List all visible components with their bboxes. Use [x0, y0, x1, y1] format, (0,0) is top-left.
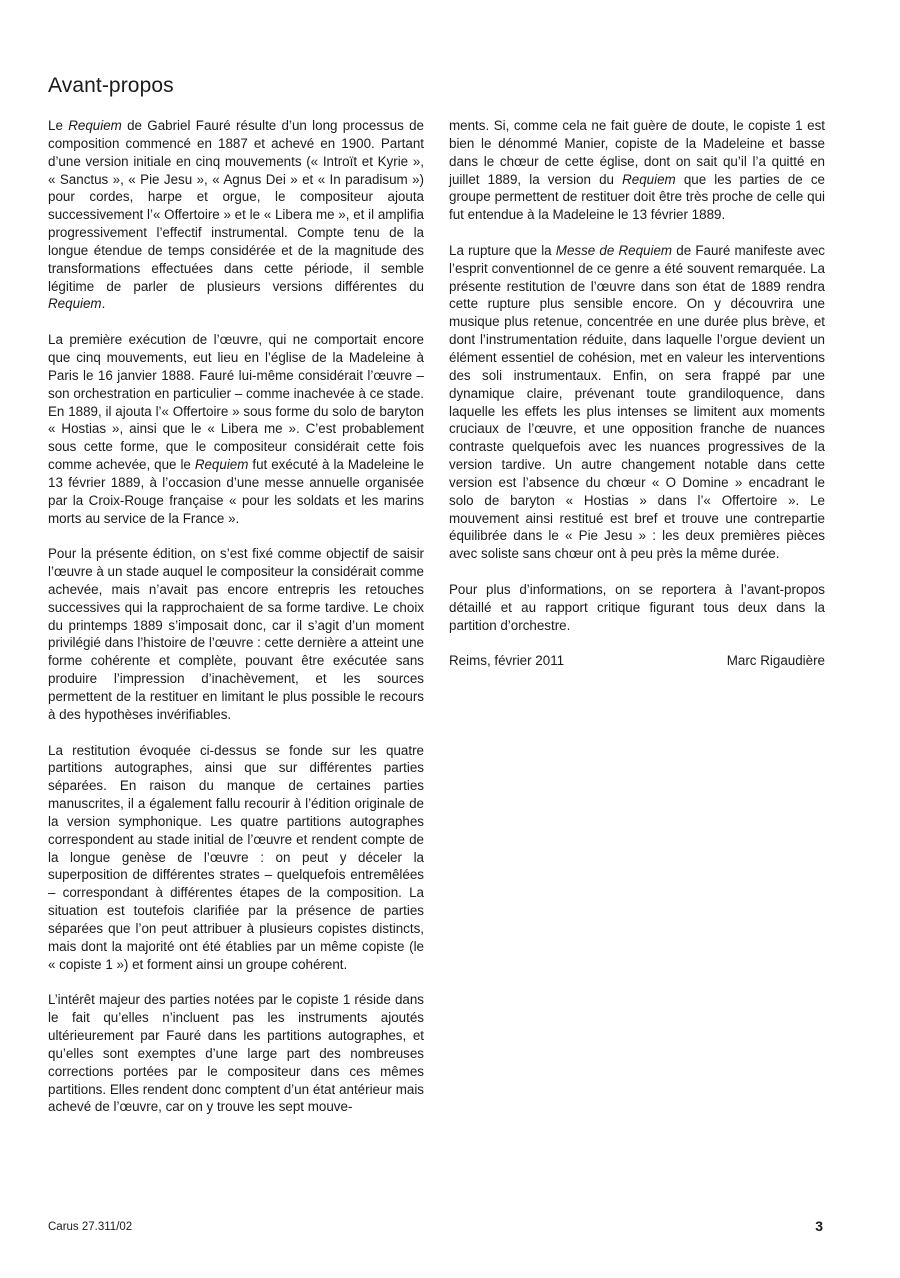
text-run: que les parties de ce groupe permettent de restituer doit être très proche de celle qui fut entendue à la Madeleine le 13 février 1889.	[449, 171, 825, 223]
catalog-number: Carus 27.311/02	[48, 1221, 133, 1233]
paragraph	[48, 117, 424, 313]
paragraph	[48, 331, 424, 527]
signature-line	[449, 652, 825, 670]
text-run: La rupture que la	[449, 242, 556, 258]
work-title: Requiem	[68, 118, 122, 133]
left-column	[48, 117, 424, 1116]
paragraph: La restitution évoquée ci-dessus se fonde sur les quatre partitions autographes, ainsi que sur différentes parties séparées. En raison du manque de certaines parties manuscrites, il a également fallu recourir à l’édition originale de la version symphonique. Les quatre partitions autographes correspondent au stade initial de l’œuvre et rendent compte de la longue genèse de l’œuvre : on peut y déceler la superposition de différentes strates – quelquefois entremêlées – correspondant à différentes étapes de la composition. La situation est toutefois clarifiée par la présence de parties séparées que l’on peut attribuer à plusieurs copistes distincts, mais dont la majorité ont été établies par un même copiste (le « copiste 1 ») et forment ainsi un groupe cohérent.	[48, 742, 424, 972]
text-run: de Gabriel Fauré résulte d’un long processus de composition commencé en 1887 et achevé en 1900. Partant d’une version initiale en cinq mouvements (« Introït et Kyrie », « Sanctus », « Pie Jesu », « Agnus Dei » et « In paradisum ») pour cordes, harpe et orgue, le compositeur ajouta successivement l’« Offertoire » et le « Libera me », et il amplifia progressivement l’effectif instrumental. Compte tenu de la longue étendue de temps considérée et de la magnitude des transformations effectuées dans cette période, il semble légitime de parler de plusieurs versions différentes du	[48, 118, 424, 294]
work-title: Messe de Requiem	[555, 242, 673, 258]
paragraph: Pour la présente édition, on s’est fixé comme objectif de saisir l’œuvre à un stade auquel le compositeur la considérait comme achevée, mais n’avait pas encore entrepris les retouches successives qui la rapprochaient de sa forme tardive. Le choix du printemps 1889 s’imposait donc, car il s’agit d’un moment privilégié dans l’histoire de l’œuvre : cette dernière a atteint une forme cohérente et complète, pouvant être exécutée sans produire l’impression d’inachèvement, et les sources permettent de la restituer en limitant le plus possible le recours à des hypothèses invérifiables.	[48, 546, 424, 722]
page-number: 3	[815, 1218, 823, 1234]
text-run: Le	[48, 118, 69, 133]
paragraph: Pour plus d’informations, on se reportera à l’avant-propos détaillé et au rapport critique figurant tous deux dans la partition d’orchestre.	[449, 581, 825, 633]
place-date: Reims, février 2011	[449, 653, 565, 669]
right-column	[449, 117, 825, 670]
text-run: La première exécution de l’œuvre, qui ne comportait encore que cinq mouvements, eut lieu en l’église de la Madeleine à Paris le 16 janvier 1888. Fauré lui-même considérait l’œuvre – son orchestration en particulier – comme inachevée à ce stade. En 1889, il ajouta l’« Offertoire » sous forme du solo de baryton « Hostias », ainsi que le « Libera me ». C’est probablement sous cette forme, que le compositeur considérait cette fois comme achevée, que le	[48, 332, 424, 473]
paragraph	[449, 117, 825, 224]
paragraph	[449, 242, 825, 563]
work-title: Requiem	[622, 171, 676, 187]
author-name: Marc Rigaudière	[726, 653, 825, 669]
work-title: Requiem	[48, 296, 102, 312]
page-title: Avant-propos	[48, 74, 174, 97]
text-run: de Fauré manifeste avec l’esprit conventionnel de ce genre a été souvent remarquée. La présente restitution de l’œuvre dans son état de 1889 rendra cette rupture plus sensible encore. On y découvrira une musique plus retenue, concentrée en une durée plus brève, et dont l’instrumentation réduite, dans laquelle l’orgue devient un élément essentiel de cohésion, met en valeur les interventions des soli instrumentaux. Enfin, on sera frappé par une dynamique claire, prévenant toute grandiloquence, dans laquelle les effets les plus intenses se limitent aux moments cruciaux de l’œuvre, et une opposition franche de nuances contraste quelquefois avec les nuances progressives de la version tardive. Un autre changement notable dans cette version est l’absence du chœur « O Domine » encadrant le solo de baryton « Hostias » dans l’« Offertoire ». Le mouvement ainsi restitué est bref et trouve une contrepartie équilibrée dans le « Pie Jesu » : les deux premières pièces avec soliste sans chœur ont à peu près la même durée.	[449, 242, 825, 562]
text-run: ments. Si, comme cela ne fait guère de doute, le copiste 1 est bien le dénommé Manier, copiste de la Madeleine et basse dans le chœur de cette église, dont on sait qu’il l’a quitté en juillet 1889, la version du	[449, 118, 825, 187]
text-run: fut exécuté à la Madeleine le 13 février 1889, à l’occasion d’une messe annuelle organisée par la Croix-Rouge française « pour les soldats et les marins morts au service de la France ».	[48, 457, 424, 526]
work-title: Requiem	[194, 457, 249, 473]
text-run: .	[101, 296, 106, 312]
paragraph: L’intérêt majeur des parties notées par le copiste 1 réside dans le fait qu’elles n’incluent pas les instruments ajoutés ultérieurement par Fauré dans les partitions autographes, et qu’elles sont exemptes d’une large part des nombreuses corrections portées par le compositeur dans ces mêmes partitions. Elles rendent donc comptent d’un état antérieur mais achevé de l’œuvre, car on y trouve les sept mouve-	[48, 992, 424, 1115]
